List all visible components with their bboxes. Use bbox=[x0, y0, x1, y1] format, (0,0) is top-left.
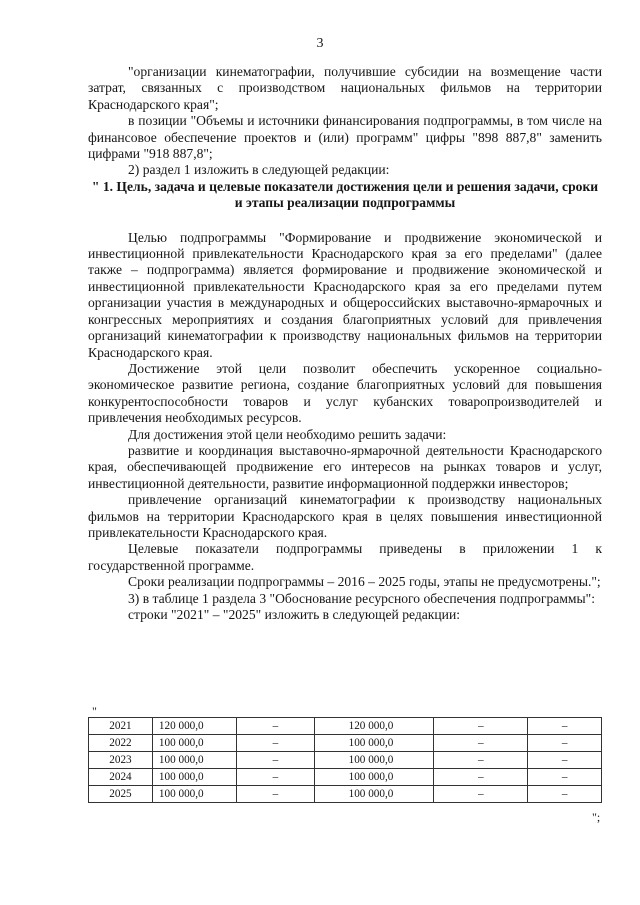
paragraph-tasks-intro: Для достижения этой цели необходимо решить задачи: bbox=[128, 426, 447, 442]
paragraph-indicators: Целевые показатели подпрограммы приведены в приложении 1 к государственной программе. bbox=[88, 541, 602, 573]
table-cell-federal: – bbox=[237, 735, 314, 752]
table-cell-regional: 100 000,0 bbox=[314, 752, 434, 769]
paragraph-goal-effect: Достижение этой цели позволит обеспечить ускоренное социально-экономическое развитие региона, создание благоприятных условий для повышения конкурентоспособности товаров и услуг кубанских товаропроизводителей и привлечения необходимых ресурсов. bbox=[88, 360, 602, 426]
table-cell-regional: 120 000,0 bbox=[314, 718, 434, 735]
table-cell-regional: 100 000,0 bbox=[314, 735, 434, 752]
table-cell-local: – bbox=[434, 786, 528, 803]
table-cell-other: – bbox=[528, 786, 602, 803]
table-cell-regional: 100 000,0 bbox=[314, 786, 434, 803]
table-cell-total: 100 000,0 bbox=[152, 786, 236, 803]
table-cell-total: 100 000,0 bbox=[152, 735, 236, 752]
table-cell-other: – bbox=[528, 752, 602, 769]
table-closing-quote: "; bbox=[592, 810, 601, 824]
table-cell-year: 2022 bbox=[89, 735, 153, 752]
table-row bbox=[89, 786, 602, 803]
paragraph-task-1: развитие и координация выставочно-ярмарочной деятельности Краснодарского края, обеспечивающей продвижение его интересов на рынках товаров и услуг, инвестиционной деятельности, развитие информационной поддержки инвесторов; bbox=[88, 442, 602, 491]
table-cell-total: 100 000,0 bbox=[152, 769, 236, 786]
paragraph-rows-change: строки "2021" – "2025" изложить в следующей редакции: bbox=[128, 607, 461, 622]
paragraph-funding-change: в позиции "Объемы и источники финансирования подпрограммы, в том числе на финансовое обеспечение проектов и (или) программ" цифры "898 887,8" заменить цифрами "918 887,8"; bbox=[88, 113, 602, 162]
document-body bbox=[88, 64, 602, 623]
table-cell-local: – bbox=[434, 718, 528, 735]
paragraph-terms: Сроки реализации подпрограммы – 2016 – 2025 годы, этапы не предусмотрены."; bbox=[128, 574, 601, 590]
table-cell-total: 120 000,0 bbox=[152, 718, 236, 735]
paragraph-section-1-intro: 2) раздел 1 изложить в следующей редакции: bbox=[128, 162, 390, 178]
page-number: 3 bbox=[316, 36, 324, 51]
table-cell-federal: – bbox=[237, 786, 314, 803]
table-cell-other: – bbox=[528, 718, 602, 735]
paragraph-task-2: привлечение организаций кинематографии к производству национальных фильмов на территории Краснодарского края в целях повышения инвестиционной привлекательности Краснодарского края. bbox=[88, 492, 602, 540]
paragraph-table-change: 3) в таблице 1 раздела 3 "Обоснование ресурсного обеспечения подпрограммы": bbox=[128, 590, 595, 606]
table-row bbox=[89, 735, 602, 752]
table-cell-federal: – bbox=[237, 769, 314, 786]
paragraph-film-organizations: "организации кинематографии, получившие субсидии на возмещение части затрат, связанных с производством национальных фильмов на территории Краснодарского края"; bbox=[88, 64, 602, 112]
table-opening-quote: " bbox=[92, 704, 97, 718]
table-cell-year: 2025 bbox=[89, 786, 153, 803]
table-cell-regional: 100 000,0 bbox=[314, 769, 434, 786]
table-cell-total: 100 000,0 bbox=[152, 752, 236, 769]
paragraph-goal: Целью подпрограммы "Формирование и продвижение экономической и инвестиционной привлекательности Краснодарского края за его пределами" (далее также – подпрограмма) является формирование и продвижение экономической и инвестиционной привлекательности Краснодарского края за его пределами путем организации участия в международных и общероссийских выставочно-ярмарочных и конгрессных мероприятиях и создания благоприятных условий для привлечения организаций кинематографии к производству национальных фильмов на территории Краснодарского края. bbox=[88, 229, 602, 360]
table-cell-local: – bbox=[434, 735, 528, 752]
table-row bbox=[89, 718, 602, 735]
table-row bbox=[89, 752, 602, 769]
table-cell-year: 2024 bbox=[89, 769, 153, 786]
section-heading: " 1. Цель, задача и целевые показатели достижения цели и решения задачи, сроки и этапы реализации подпрограммы bbox=[91, 178, 599, 211]
table-cell-other: – bbox=[528, 769, 602, 786]
table-cell-local: – bbox=[434, 769, 528, 786]
table-cell-federal: – bbox=[237, 718, 314, 735]
funding-table bbox=[88, 717, 602, 803]
table-cell-federal: – bbox=[237, 752, 314, 769]
table-cell-year: 2021 bbox=[89, 718, 153, 735]
table-cell-local: – bbox=[434, 752, 528, 769]
table-row bbox=[89, 769, 602, 786]
table-cell-year: 2023 bbox=[89, 752, 153, 769]
table-cell-other: – bbox=[528, 735, 602, 752]
